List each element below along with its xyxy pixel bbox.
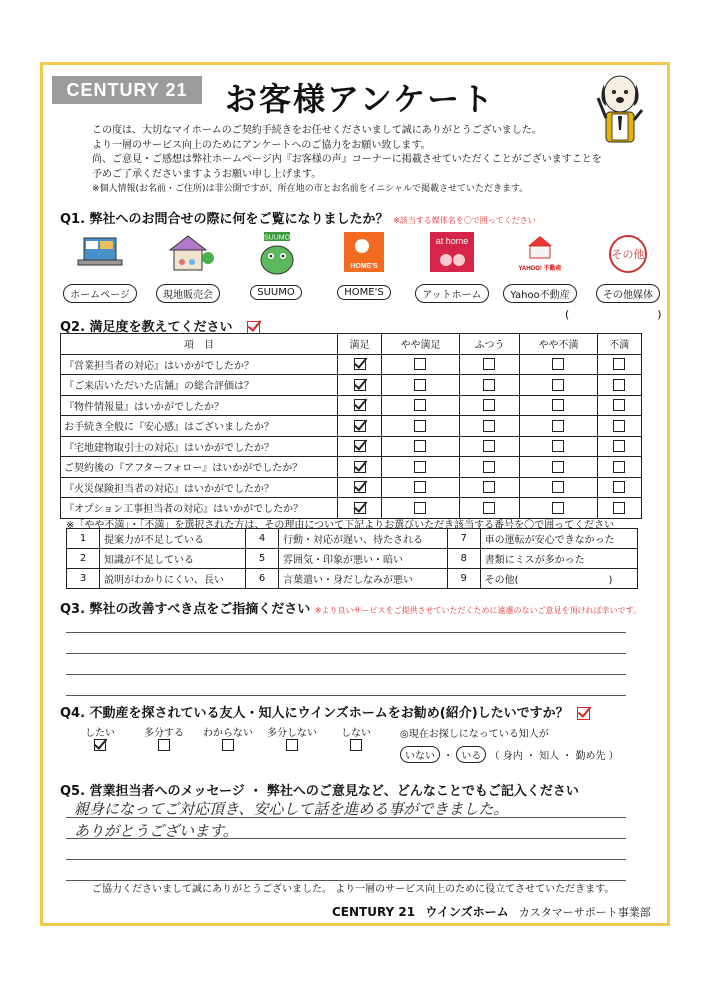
reason-text: 車の運転が安心できなかった xyxy=(480,529,637,549)
rating-cell xyxy=(597,457,641,478)
question-item: お手続き全般に『安心感』はございましたか？ xyxy=(61,416,338,437)
reason-text: 雰囲気・印象が悪い・暗い xyxy=(279,549,448,569)
rating-checkbox[interactable] xyxy=(354,481,366,493)
rating-cell xyxy=(338,457,382,478)
q4-option-probably[interactable] xyxy=(134,724,194,751)
q4-option-probably-not[interactable] xyxy=(262,724,322,751)
q4-title xyxy=(60,702,590,721)
q4-checkbox[interactable] xyxy=(222,739,234,751)
intro-text xyxy=(92,124,602,197)
intro-line: 尚、ご意見・ご感想は弊社ホームページ内『お客様の声』コーナーに掲載させていただくことがございますことを xyxy=(92,154,602,165)
col-header-item: 項 目 xyxy=(61,334,338,355)
rating-cell xyxy=(338,498,382,519)
rating-checkbox[interactable] xyxy=(414,399,426,411)
media-label: HOME'S xyxy=(337,285,390,300)
rating-cell xyxy=(459,395,520,416)
table-row xyxy=(61,395,642,416)
rating-cell xyxy=(382,457,459,478)
rating-cell xyxy=(382,416,459,437)
yahoo-house-icon xyxy=(514,232,566,276)
rating-checkbox[interactable] xyxy=(354,502,366,514)
q4-option-label: 多分しない xyxy=(267,728,317,739)
rating-cell xyxy=(520,416,597,437)
handwritten-line-1: 親身になってご対応頂き、安心して話を進める事ができました。 xyxy=(74,800,509,818)
rating-checkbox[interactable] xyxy=(414,440,426,452)
reason-number[interactable]: 3 xyxy=(67,569,100,589)
rating-cell xyxy=(382,375,459,396)
q4-option-yes[interactable] xyxy=(70,724,130,751)
answer-line xyxy=(66,839,626,860)
question-item: 『宅地建物取引士の対応』はいかがでしたか？ xyxy=(61,436,338,457)
rating-checkbox[interactable] xyxy=(552,358,564,370)
rating-cell xyxy=(459,457,520,478)
footer-brand-logo: CENTURY 21 xyxy=(332,905,416,919)
reason-text: 提案力が不足している xyxy=(100,529,246,549)
rating-checkbox[interactable] xyxy=(483,379,495,391)
rating-checkbox[interactable] xyxy=(414,379,426,391)
rating-checkbox[interactable] xyxy=(552,440,564,452)
reason-text: その他( ) xyxy=(480,569,637,589)
sonota-stamp-text: その他 xyxy=(611,248,645,261)
intro-line: 予めご了承くださいますようお願い申し上げます。 xyxy=(92,168,322,180)
footer-company: ウインズホーム xyxy=(425,905,509,919)
suumo-logo-text: SUUMO xyxy=(263,234,291,242)
rating-cell xyxy=(382,498,459,519)
q4-checkbox[interactable] xyxy=(350,739,362,751)
q1-title xyxy=(60,208,536,227)
rating-cell xyxy=(338,416,382,437)
question-item: 『物件情報量』はいかがでしたか？ xyxy=(61,395,338,416)
q4-option-label: したい xyxy=(85,728,115,739)
satisfaction-table xyxy=(60,333,642,519)
rating-checkbox[interactable] xyxy=(613,399,625,411)
rating-checkbox[interactable] xyxy=(552,379,564,391)
rating-cell xyxy=(338,477,382,498)
q5-title: Q5. 営業担当者へのメッセージ ・ 弊社へのご意見など、どんなことでもご記入ください xyxy=(60,784,579,799)
reason-number[interactable]: 8 xyxy=(447,549,480,569)
homes-logo-icon xyxy=(338,232,390,276)
intro-line: この度は、大切なマイホームのご契約手続きをお任せくださいまして誠にありがとうございました。 xyxy=(92,125,542,136)
reason-text: 書類にミスが多かった xyxy=(480,549,637,569)
answer-line xyxy=(66,633,626,654)
page-title: お客様アンケート xyxy=(225,80,496,118)
rating-checkbox[interactable] xyxy=(613,481,625,493)
q4-option-no[interactable] xyxy=(326,724,386,751)
athome-logo-text: at home xyxy=(435,236,469,246)
reasons-table xyxy=(66,528,638,589)
rating-cell xyxy=(459,436,520,457)
rating-cell xyxy=(338,354,382,375)
athome-logo-icon xyxy=(426,232,478,276)
reason-note: ※「やや不満」・「不満」を選択された方は、その理由について下記よりお選びいただき該当する番号を〇で囲ってください xyxy=(66,520,615,531)
col-header-somewhat-dissatisfied: やや不満 xyxy=(520,334,597,355)
col-header-neutral: ふつう xyxy=(459,334,520,355)
q3-title-text: Q3. 弊社の改善すべき点をご指摘ください xyxy=(60,602,311,617)
rating-checkbox[interactable] xyxy=(414,481,426,493)
rating-checkbox[interactable] xyxy=(414,502,426,514)
table-row xyxy=(61,498,642,519)
answer-line xyxy=(66,654,626,675)
reason-number[interactable]: 7 xyxy=(447,529,480,549)
rating-checkbox[interactable] xyxy=(613,379,625,391)
q4-checkbox[interactable] xyxy=(286,739,298,751)
rating-cell xyxy=(597,416,641,437)
q4-checkbox[interactable] xyxy=(94,739,106,751)
media-options xyxy=(60,232,660,302)
rating-cell xyxy=(520,354,597,375)
q4-option-label: わからない xyxy=(203,728,253,739)
rating-checkbox[interactable] xyxy=(483,420,495,432)
rating-cell xyxy=(338,436,382,457)
reason-text: 行動・対応が遅い、待たされる xyxy=(279,529,448,549)
rating-checkbox[interactable] xyxy=(483,461,495,473)
q4-checkbox[interactable] xyxy=(158,739,170,751)
rating-checkbox[interactable] xyxy=(552,502,564,514)
reason-number[interactable]: 9 xyxy=(447,569,480,589)
rating-cell xyxy=(382,395,459,416)
rating-checkbox[interactable] xyxy=(414,358,426,370)
question-item: 『火災保険担当者の対応』はいかがでしたか？ xyxy=(61,477,338,498)
media-label: 現地販売会 xyxy=(156,284,220,303)
reason-text: 知識が不足している xyxy=(100,549,246,569)
rating-checkbox[interactable] xyxy=(613,440,625,452)
handwritten-line-2: ありがとうございます。 xyxy=(74,822,238,840)
rating-cell xyxy=(382,436,459,457)
reason-row xyxy=(67,569,638,589)
question-item: 『営業担当者の対応』はいかがでしたか？ xyxy=(61,354,338,375)
rating-cell xyxy=(520,477,597,498)
reason-row xyxy=(67,549,638,569)
rating-cell xyxy=(520,375,597,396)
rating-cell xyxy=(459,416,520,437)
question-item: 『オプション工事担当者の対応』はいかがでしたか？ xyxy=(61,498,338,519)
rating-checkbox[interactable] xyxy=(354,358,366,370)
footer-dept: カスタマーサポート事業部 xyxy=(518,906,651,919)
homes-logo-text: HOME'S xyxy=(350,263,378,270)
table-row xyxy=(61,354,642,375)
rating-cell xyxy=(597,354,641,375)
century21-logo: CENTURY 21 xyxy=(52,76,202,104)
q4-option-unsure[interactable] xyxy=(198,724,258,751)
reason-number[interactable]: 5 xyxy=(246,549,279,569)
intro-privacy-note: ※個人情報(お名前・ご住所)は非公開ですが、所在地の市とお名前をイニシャルで掲載させていただきます。 xyxy=(92,184,529,194)
rating-cell xyxy=(597,498,641,519)
media-option-yahoo[interactable] xyxy=(500,232,580,303)
table-header-row xyxy=(61,334,642,355)
rating-checkbox[interactable] xyxy=(483,358,495,370)
rating-checkbox[interactable] xyxy=(613,358,625,370)
rating-checkbox[interactable] xyxy=(483,399,495,411)
reason-row xyxy=(67,529,638,549)
question-item: 『ご来店いただいた店舗』の総合評価は？ xyxy=(61,375,338,396)
rating-cell xyxy=(459,375,520,396)
media-option-athome[interactable] xyxy=(412,232,492,303)
laptop-icon xyxy=(74,232,126,276)
rating-cell xyxy=(520,498,597,519)
yahoo-logo-text: YAHOO! 不動産 xyxy=(518,266,562,272)
rating-checkbox[interactable] xyxy=(354,420,366,432)
rating-checkbox[interactable] xyxy=(552,481,564,493)
reason-number[interactable]: 4 xyxy=(246,529,279,549)
house-family-icon xyxy=(162,232,214,276)
rating-cell xyxy=(520,436,597,457)
rating-checkbox[interactable] xyxy=(613,420,625,432)
media-option-other[interactable] xyxy=(588,232,668,303)
reason-number[interactable]: 6 xyxy=(246,569,279,589)
sonota-stamp-icon xyxy=(602,232,654,276)
col-header-dissatisfied: 不満 xyxy=(597,334,641,355)
rating-cell xyxy=(338,375,382,396)
rating-cell xyxy=(382,477,459,498)
q3-answer-lines[interactable] xyxy=(66,612,626,696)
answer-line xyxy=(66,612,626,633)
dog-mascot-icon xyxy=(588,70,654,150)
table-row xyxy=(61,416,642,437)
col-header-somewhat-satisfied: やや満足 xyxy=(382,334,459,355)
rating-cell xyxy=(520,457,597,478)
answer-line xyxy=(66,675,626,696)
footer-thanks: ご協力くださいまして誠にありがとうございました。 より一層のサービス向上のために役立てさせていただきます。 xyxy=(92,884,615,895)
q4-option-label: 多分する xyxy=(144,728,184,739)
rating-checkbox[interactable] xyxy=(483,481,495,493)
rating-checkbox[interactable] xyxy=(613,461,625,473)
rating-checkbox[interactable] xyxy=(354,440,366,452)
media-option-open-house[interactable] xyxy=(148,232,228,303)
intro-line: より一層のサービス向上のためにアンケートへのご協力をお願い致します。 xyxy=(92,139,431,151)
q4-title-text: Q4. 不動産を探されている友人・知人にウインズホームをお勧め(紹介)したいですか？ xyxy=(60,706,569,721)
friend-question: ◎現在お探しになっている知人が いない ・ いる （ 身内 ・ 知人 ・ 勤め先 ） xyxy=(400,725,619,763)
q1-title-text: Q1. 弊社へのお問合せの際に何をご覧になりましたか？ xyxy=(60,212,389,227)
rating-cell xyxy=(597,477,641,498)
table-row xyxy=(61,457,642,478)
q2-title-text: Q2. 満足度を教えてください xyxy=(60,320,233,335)
rating-checkbox[interactable] xyxy=(354,461,366,473)
reason-text: 説明がわかりにくい、長い xyxy=(100,569,246,589)
media-label: Yahoo不動産 xyxy=(503,284,576,303)
reason-number[interactable]: 2 xyxy=(67,549,100,569)
rating-checkbox[interactable] xyxy=(414,461,426,473)
suumo-mascot-icon xyxy=(250,232,302,276)
answer-line xyxy=(66,860,626,881)
friend-detail: （ 身内 ・ 知人 ・ 勤め先 ） xyxy=(489,751,619,762)
rating-cell xyxy=(459,477,520,498)
other-media-paren: ( ) xyxy=(565,308,662,321)
reason-number[interactable]: 1 xyxy=(67,529,100,549)
friend-question-text: ◎現在お探しになっている知人が xyxy=(400,729,549,740)
q3-note: ※より良いサービスをご提供させていただくために遠慮のないご意見を頂ければ幸いです。 xyxy=(314,606,641,615)
media-label: ホームページ xyxy=(63,284,137,303)
q1-note: ※該当する媒体名を〇で囲ってください xyxy=(393,216,536,225)
table-row xyxy=(61,375,642,396)
question-item: ご契約後の『アフターフォロー』はいかがでしたか？ xyxy=(61,457,338,478)
media-label: その他媒体 xyxy=(596,284,660,303)
red-check-icon xyxy=(577,707,590,720)
rating-checkbox[interactable] xyxy=(552,420,564,432)
rating-cell xyxy=(520,395,597,416)
rating-cell xyxy=(459,498,520,519)
media-option-suumo[interactable] xyxy=(236,232,316,300)
rating-checkbox[interactable] xyxy=(483,440,495,452)
friend-none-option[interactable]: いない xyxy=(400,746,440,763)
rating-cell xyxy=(597,395,641,416)
rating-checkbox[interactable] xyxy=(613,502,625,514)
media-label: SUUMO xyxy=(250,285,302,300)
media-label: アットホーム xyxy=(415,284,488,303)
media-option-homes[interactable] xyxy=(324,232,404,300)
table-row xyxy=(61,477,642,498)
rating-cell xyxy=(338,395,382,416)
col-header-satisfied: 満足 xyxy=(338,334,382,355)
rating-cell xyxy=(597,375,641,396)
table-row xyxy=(61,436,642,457)
rating-checkbox[interactable] xyxy=(354,399,366,411)
rating-checkbox[interactable] xyxy=(552,399,564,411)
rating-cell xyxy=(459,354,520,375)
rating-checkbox[interactable] xyxy=(483,502,495,514)
reason-text: 言葉遣い・身だしなみが悪い xyxy=(279,569,448,589)
footer-brand xyxy=(332,903,651,920)
rating-cell xyxy=(597,436,641,457)
media-option-homepage[interactable] xyxy=(60,232,140,303)
rating-cell xyxy=(382,354,459,375)
q4-option-label: しない xyxy=(341,728,371,739)
rating-checkbox[interactable] xyxy=(414,420,426,432)
friend-yes-option[interactable]: いる xyxy=(456,746,486,763)
rating-checkbox[interactable] xyxy=(354,379,366,391)
rating-checkbox[interactable] xyxy=(552,461,564,473)
